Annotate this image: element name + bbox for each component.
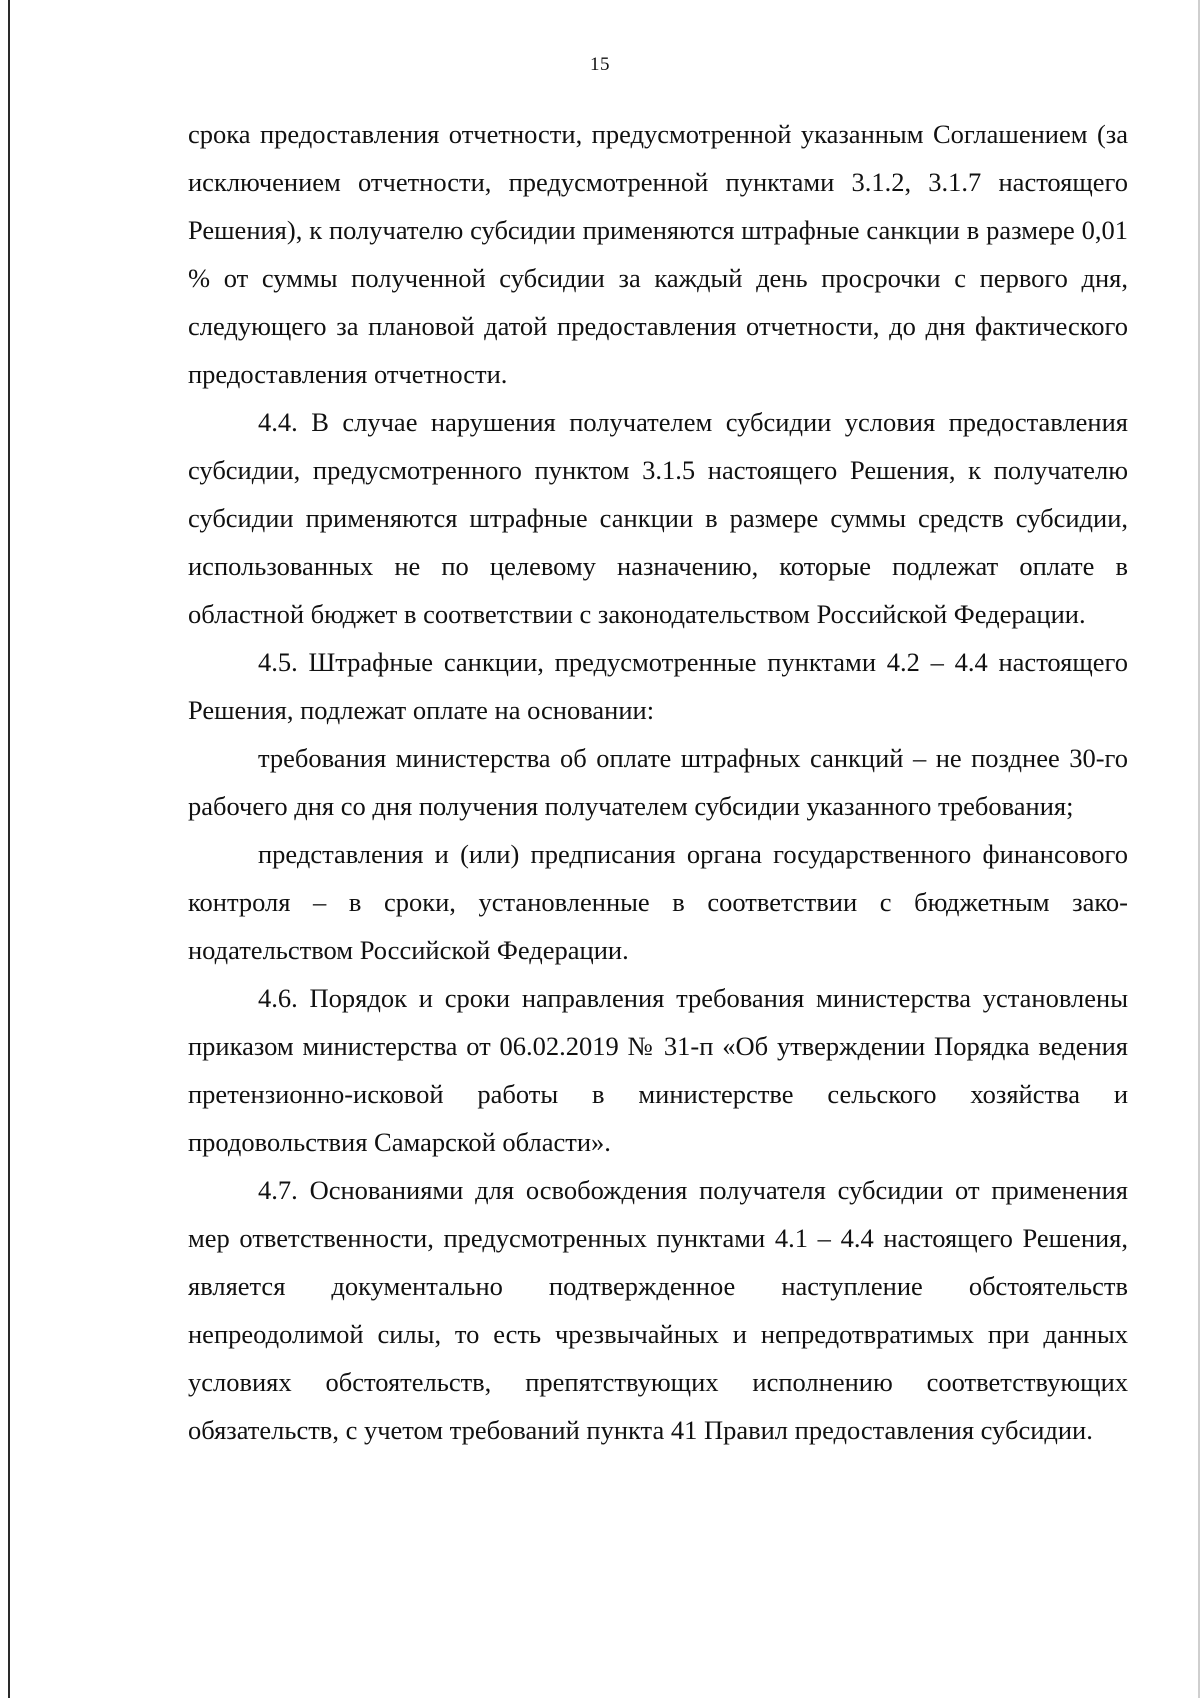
paragraph-continuation: срока предоставления отчетности, предусмотренной указанным Соглашением (за исключением отчетности, предусмотренной пунктами 3.1.2, 3.1.7 настоящего Решения), к получателю субсидии применяются штрафные санкции в размере 0,01 % от суммы полученной субсидии за каждый день просрочки с первого дня, следующего за плановой датой предоставления отчетности, до дня фактического предоставления отчетности.: [188, 119, 1128, 389]
scan-edge-left: [8, 0, 10, 1698]
paragraph-4-5-item-b: представления и (или) предписания органа государственного финансового контроля – в сроки, установленные в соответствии с бюджетным законодательством Российской Федерации.: [188, 839, 1128, 965]
paragraph-4-7: 4.7. Основаниями для освобождения получателя субсидии от применения мер ответственности, предусмотренных пунктами 4.1 – 4.4 настоящего Решения, является документально подтвержденное наступление обстоятельств непреодолимой силы, то есть чрезвычайных и непредотвратимых при данных условиях обстоятельств, препятствующих исполнению соответствующих обязательств, с учетом требований пункта 41 Правил предоставления субсидии.: [188, 1175, 1128, 1445]
paragraph-4-5: 4.5. Штрафные санкции, предусмотренные пунктами 4.2 – 4.4 настоящего Решения, подлежат оплате на основании:: [188, 647, 1128, 725]
paragraph-4-6: 4.6. Порядок и сроки направления требования министерства установлены приказом министерства от 06.02.2019 № 31-п «Об утверждении Порядка ведения претензионно-исковой работы в министерстве сельского хозяйства и продовольствия Самарской области».: [188, 983, 1128, 1157]
document-body: [188, 110, 1128, 1454]
paragraph-4-5-item-a: требования министерства об оплате штрафных санкций – не позднее 30-го рабочего дня со дня получения получателем субсидии указанного требования;: [188, 743, 1128, 821]
page-number: 15: [590, 54, 610, 75]
paragraph-4-4: 4.4. В случае нарушения получателем субсидии условия предоставления субсидии, предусмотренного пунктом 3.1.5 настоящего Решения, к получателю субсидии применяются штрафные санкции в размере суммы средств субсидии, использованных не по целевому назначению, которые подлежат оплате в областной бюджет в соответствии с законодательством Российской Федерации.: [188, 407, 1128, 629]
